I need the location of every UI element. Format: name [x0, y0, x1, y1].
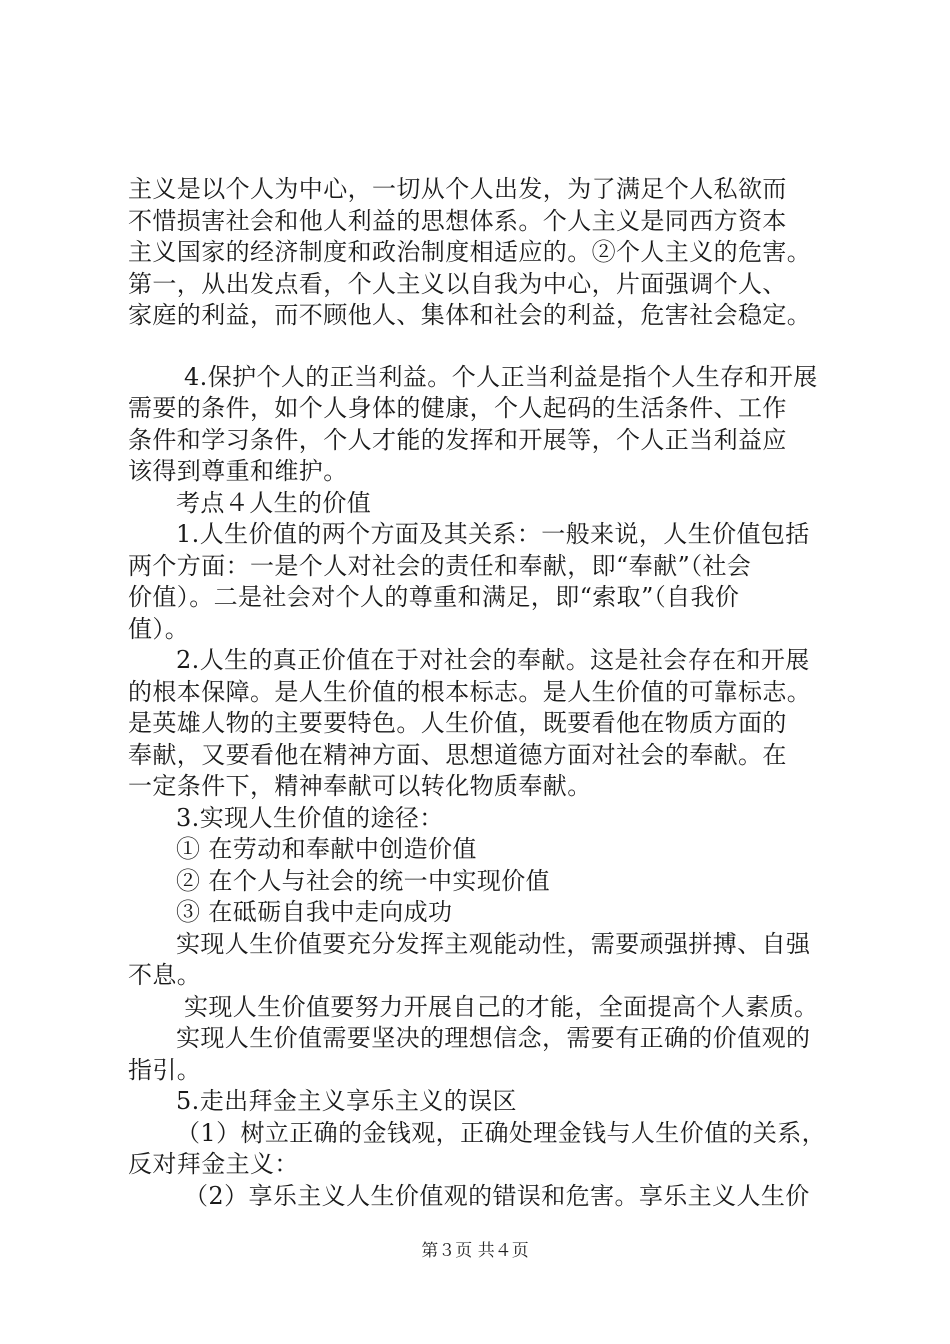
text-line: 不息。	[128, 961, 202, 989]
text-line: 奉献，又要看他在精神方面、思想道德方面对社会的奉献。在	[128, 740, 787, 769]
body-text	[128, 174, 848, 1212]
text-line: （1）树立正确的金钱观，正确处理金钱与人生价值的关系，	[176, 1118, 827, 1147]
text-line: 该得到尊重和维护。	[128, 457, 348, 485]
text-line: 实现人生价值要充分发挥主观能动性，需要顽强拼搏、自强	[176, 929, 811, 958]
text-line: 实现人生价值需要坚决的理想信念，需要有正确的价值观的	[176, 1024, 811, 1052]
text-line: 1.人生价值的两个方面及其关系：一般来说，人生价值包括	[176, 520, 810, 548]
text-line: 实现人生价值要努力开展自己的才能，全面提高个人素质。	[184, 992, 819, 1021]
text-line: 两个方面：一是个人对社会的责任和奉献，即“奉献”（社会	[128, 551, 752, 580]
text-line: 反对拜金主义：	[128, 1150, 299, 1178]
list-item: ② 在个人与社会的统一中实现价值	[176, 866, 551, 895]
text-line: 家庭的利益，而不顾他人、集体和社会的利益，危害社会稳定。	[128, 301, 812, 329]
text-line: 2.人生的真正价值在于对社会的奉献。这是社会存在和开展	[176, 646, 810, 674]
list-item: ① 在劳动和奉献中创造价值	[176, 835, 477, 863]
text-line: 条件和学习条件，个人才能的发挥和开展等，个人正当利益应	[128, 425, 787, 454]
text-line: 值）。	[128, 614, 190, 643]
page-footer	[0, 1240, 950, 1262]
text-line: 价值）。二是社会对个人的尊重和满足，即“索取”（自我价	[128, 583, 740, 611]
page-number-label: 第３页 共４页	[421, 1241, 529, 1261]
text-line: 的根本保障。是人生价值的根本标志。是人生价值的可靠标志。	[128, 677, 812, 706]
text-line: （2）享乐主义人生价值观的错误和危害。享乐主义人生价	[184, 1181, 810, 1210]
section-heading: 考点４人生的价值	[176, 488, 372, 517]
text-line: 4.保护个人的正当利益。个人正当利益是指个人生存和开展	[184, 362, 818, 391]
text-line: 需要的条件，如个人身体的健康，个人起码的生活条件、工作	[128, 394, 787, 422]
text-line: 第一，从出发点看，个人主义以自我为中心，片面强调个人、	[128, 269, 787, 298]
text-line: 一定条件下，精神奉献可以转化物质奉献。	[128, 772, 592, 800]
text-line: 指引。	[128, 1055, 202, 1084]
text-line: 3.实现人生价值的途径：	[176, 803, 444, 832]
text-line: 是英雄人物的主要要特色。人生价值，既要看他在物质方面的	[128, 709, 787, 737]
paragraph-gap	[128, 332, 848, 362]
text-line: 5.走出拜金主义享乐主义的误区	[176, 1087, 517, 1115]
text-line: 主义国家的经济制度和政治制度相适应的。②个人主义的危害。	[128, 238, 812, 266]
list-item: ③ 在砥砺自我中走向成功	[176, 898, 453, 926]
text-line: 主义是以个人为中心，一切从个人出发，为了满足个人私欲而	[128, 175, 787, 203]
text-line: 不惜损害社会和他人利益的思想体系。个人主义是同西方资本	[128, 206, 787, 235]
